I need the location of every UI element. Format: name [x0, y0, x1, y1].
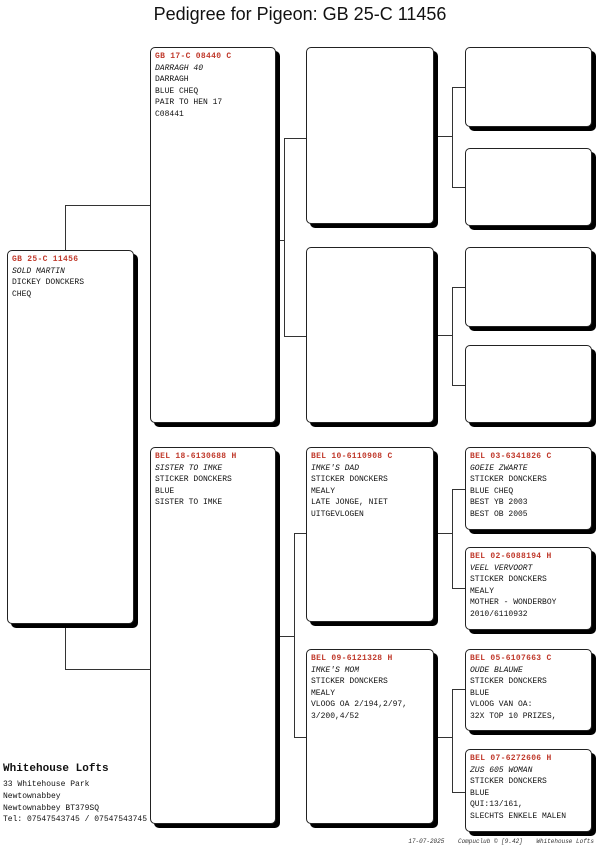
detail-line: DICKEY DONCKERS	[12, 278, 85, 288]
pigeon-card-dam-sire[interactable]	[306, 447, 434, 622]
detail-line: BLUE	[470, 788, 490, 798]
breeder-phone: Tel: 07547543745 / 07547543745	[3, 815, 148, 825]
connector	[452, 689, 465, 690]
pigeon-card-dam-dam-sire[interactable]	[465, 649, 592, 731]
pigeon-name: SISTER TO IMKE	[155, 463, 223, 473]
connector	[284, 138, 285, 336]
detail-line: BEST YB 2003	[470, 498, 528, 508]
pigeon-card-sire[interactable]	[150, 47, 276, 423]
detail-line: CHEQ	[12, 289, 32, 299]
pigeon-card-dam-sire-sire[interactable]	[465, 447, 592, 530]
ring-number: GB 17-C 08440 C	[155, 52, 232, 61]
connector	[284, 138, 306, 139]
pigeon-card-empty[interactable]	[465, 345, 592, 423]
ring-number: BEL 10-6110908 C	[311, 452, 393, 461]
detail-line: SISTER TO IMKE	[155, 498, 223, 508]
connector	[434, 136, 452, 137]
pigeon-name: VEEL VERVOORT	[470, 563, 533, 573]
connector	[452, 187, 465, 188]
detail-line: VLOOG OA 2/194,2/97,	[311, 700, 408, 710]
ring-number: BEL 07-6272606 H	[470, 754, 552, 763]
ring-number: BEL 02-6088194 H	[470, 552, 552, 561]
connector	[452, 385, 465, 386]
detail-line: 32X TOP 10 PRIZES,	[470, 711, 557, 721]
detail-line: DARRAGH	[155, 75, 189, 85]
detail-line: STICKER DONCKERS	[470, 575, 547, 585]
detail-line: LATE JONGE, NIET	[311, 498, 388, 508]
ring-number: BEL 03-6341826 C	[470, 452, 552, 461]
pigeon-card-dam-sire-dam[interactable]	[465, 547, 592, 630]
connector	[452, 287, 453, 385]
print-footer	[398, 838, 594, 845]
pigeon-name: IMKE'S DAD	[311, 463, 360, 473]
print-date: 17-07-2025	[408, 838, 445, 845]
connector	[452, 287, 465, 288]
connector	[452, 792, 465, 793]
detail-line: SLECHTS ENKELE MALEN	[470, 811, 567, 821]
connector	[284, 336, 306, 337]
breeder-info	[3, 762, 147, 826]
pigeon-name: SOLD MARTIN	[12, 266, 65, 276]
connector	[434, 335, 452, 336]
detail-line: BLUE	[470, 688, 490, 698]
breeder-address-line: Newtownabbey	[3, 791, 61, 801]
connector	[452, 489, 465, 490]
ring-number: GB 25-C 11456	[12, 255, 79, 264]
detail-line: BLUE CHEQ	[155, 86, 199, 96]
detail-line: QUI:13/161,	[470, 800, 523, 810]
pigeon-card-dam-dam[interactable]	[306, 649, 434, 824]
connector	[294, 533, 295, 737]
pigeon-card-empty[interactable]	[465, 148, 592, 226]
pigeon-card-dam[interactable]	[150, 447, 276, 824]
detail-line: C08441	[155, 109, 184, 119]
breeder-name: Whitehouse Lofts	[3, 763, 109, 775]
detail-line: UITGEVLOGEN	[311, 509, 364, 519]
page-title: Pedigree for Pigeon: GB 25-C 11456	[153, 4, 447, 24]
connector	[294, 533, 306, 534]
connector	[452, 489, 453, 588]
connector	[65, 205, 66, 250]
detail-line: BEST OB 2005	[470, 509, 528, 519]
detail-line: STICKER DONCKERS	[311, 475, 388, 485]
connector	[65, 205, 150, 206]
detail-line: STICKER DONCKERS	[470, 475, 547, 485]
connector	[65, 669, 150, 670]
detail-line: STICKER DONCKERS	[311, 677, 388, 687]
pigeon-card-sire-sire-empty[interactable]	[306, 47, 434, 224]
pigeon-card-empty[interactable]	[465, 247, 592, 327]
detail-line: VLOOG VAN OA:	[470, 700, 533, 710]
footer-loft-name: Whitehouse Lofts	[536, 838, 594, 845]
pigeon-name: DARRAGH 40	[155, 63, 204, 73]
pigeon-card-empty[interactable]	[465, 47, 592, 127]
connector	[434, 737, 452, 738]
pigeon-name: OUDE BLAUWE	[470, 665, 523, 675]
detail-line: MEALY	[470, 586, 495, 596]
connector	[434, 533, 452, 534]
connector	[452, 689, 453, 792]
connector	[452, 87, 453, 187]
detail-line: PAIR TO HEN 17	[155, 98, 223, 108]
detail-line: STICKER DONCKERS	[470, 777, 547, 787]
detail-line: BLUE	[155, 486, 175, 496]
ring-number: BEL 18-6130688 H	[155, 452, 237, 461]
detail-line: MOTHER - WONDERBOY	[470, 598, 557, 608]
breeder-address-line: 33 Whitehouse Park	[3, 780, 90, 789]
connector	[276, 240, 284, 241]
pigeon-card-sire-dam-empty[interactable]	[306, 247, 434, 423]
software-credit: Compuclub © [9.42]	[457, 838, 523, 845]
detail-line: 3/200,4/52	[311, 711, 360, 721]
pigeon-name: IMKE'S MOM	[311, 665, 360, 675]
connector	[276, 636, 294, 637]
connector	[452, 588, 465, 589]
breeder-address-line: Newtownabbey BT379SQ	[3, 803, 100, 813]
detail-line: MEALY	[311, 486, 336, 496]
connector	[65, 627, 66, 669]
ring-number: BEL 05-6107663 C	[470, 654, 552, 663]
ring-number: BEL 09-6121328 H	[311, 654, 393, 663]
detail-line: STICKER DONCKERS	[155, 475, 232, 485]
pigeon-card-dam-dam-dam[interactable]	[465, 749, 592, 832]
detail-line: STICKER DONCKERS	[470, 677, 547, 687]
detail-line: MEALY	[311, 688, 336, 698]
pigeon-name: GOEIE ZWARTE	[470, 463, 528, 473]
connector	[452, 87, 465, 88]
connector	[294, 737, 306, 738]
detail-line: BLUE CHEQ	[470, 486, 514, 496]
pigeon-name: ZUS 605 WOMAN	[470, 765, 533, 775]
detail-line: 2010/6110932	[470, 609, 528, 619]
pigeon-card-main[interactable]	[7, 250, 134, 624]
